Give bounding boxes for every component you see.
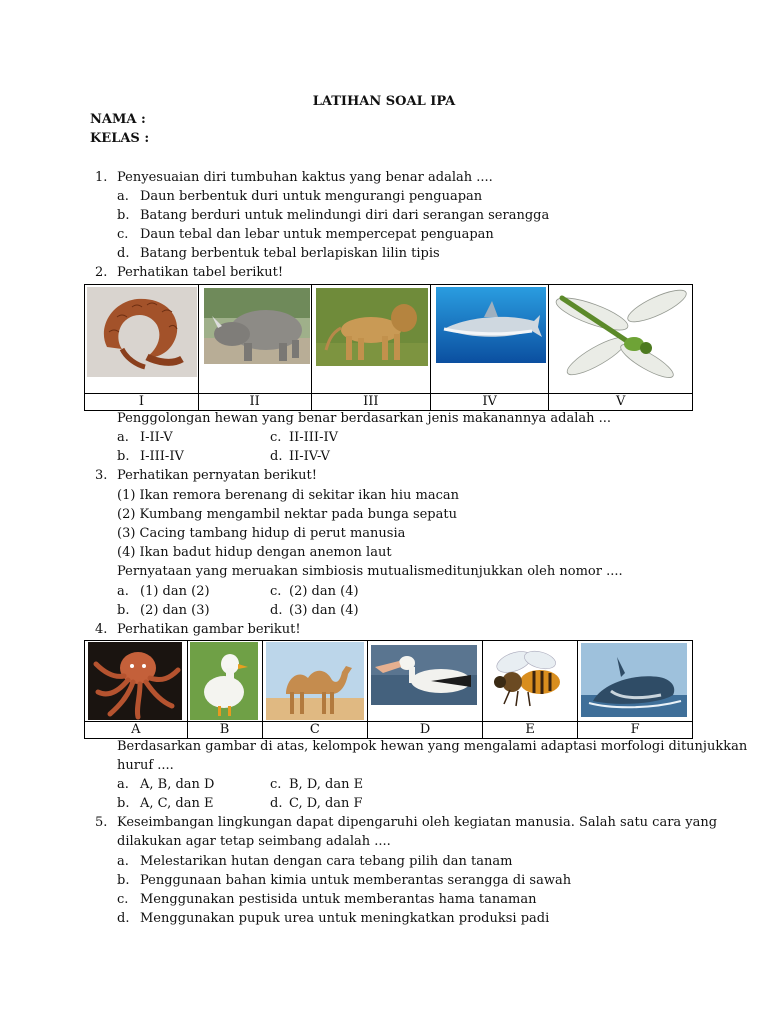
- option-label: b.: [117, 796, 130, 811]
- option-label: c.: [270, 777, 282, 792]
- option-text: (2) dan (4): [289, 584, 359, 599]
- option-text: C, D, dan F: [289, 796, 363, 811]
- table-label: F: [578, 722, 693, 739]
- option-text: A, B, dan D: [140, 777, 215, 792]
- option-text: Batang berbentuk tebal berlapiskan lilin tipis: [140, 246, 440, 261]
- option-text: Penggunaan bahan kimia untuk memberantas serangga di sawah: [140, 873, 572, 888]
- whale-photo: [581, 643, 687, 717]
- question-number: 3.: [95, 468, 108, 483]
- option-label: a.: [117, 777, 129, 792]
- bee-photo: [484, 644, 574, 714]
- nama-field: NAMA :: [90, 112, 146, 127]
- question-number: 5.: [95, 815, 108, 830]
- table-cell: [187, 641, 262, 722]
- table-cell: [198, 285, 311, 394]
- table-label: A: [85, 722, 188, 739]
- pangolin-photo: [87, 287, 197, 377]
- option-label: c.: [117, 227, 129, 242]
- table-cell: [578, 641, 693, 722]
- option-text: (2) dan (3): [140, 603, 210, 618]
- option-text: I-III-IV: [140, 449, 184, 464]
- shark-photo: [436, 287, 546, 363]
- animal-table-q2: [84, 284, 693, 411]
- table-label: V: [549, 394, 693, 411]
- pelican-photo: [371, 645, 477, 705]
- option-label: d.: [270, 796, 283, 811]
- question-text: Perhatikan tabel berikut!: [117, 265, 284, 280]
- question-text: Penyesuaian diri tumbuhan kaktus yang benar adalah ....: [117, 170, 493, 185]
- question-text: dilakukan agar tetap seimbang adalah ....: [117, 834, 391, 849]
- table-cell: [262, 641, 368, 722]
- duck-photo: [190, 642, 258, 720]
- page-title: LATIHAN SOAL IPA: [312, 94, 456, 109]
- table-label: E: [482, 722, 577, 739]
- option-label: d.: [270, 603, 283, 618]
- table-cell: [368, 641, 483, 722]
- table-cell: [482, 641, 577, 722]
- option-label: a.: [117, 189, 129, 204]
- option-text: II-IV-V: [289, 449, 330, 464]
- table-label: C: [262, 722, 368, 739]
- option-label: a.: [117, 430, 129, 445]
- table-cell: [85, 285, 199, 394]
- question-text: Pernyataan yang meruakan simbiosis mutualismeditunjukkan oleh nomor ....: [117, 564, 623, 579]
- dragonfly-photo: [552, 286, 690, 391]
- table-label: B: [187, 722, 262, 739]
- animal-table-q4: [84, 640, 693, 739]
- table-label: III: [311, 394, 430, 411]
- question-text: Perhatikan pernyatan berikut!: [117, 468, 317, 483]
- option-text: B, D, dan E: [289, 777, 364, 792]
- kelas-field: KELAS :: [90, 131, 150, 146]
- option-label: d.: [270, 449, 283, 464]
- option-label: b.: [117, 449, 130, 464]
- table-label: D: [368, 722, 483, 739]
- option-label: b.: [117, 603, 130, 618]
- lion-photo: [316, 288, 428, 366]
- question-text: Keseimbangan lingkungan dapat dipengaruhi oleh kegiatan manusia. Salah satu cara yang: [117, 815, 718, 830]
- table-cell: [311, 285, 430, 394]
- question-number: 2.: [95, 265, 108, 280]
- statement-item: (2) Kumbang mengambil nektar pada bunga sepatu: [117, 507, 457, 522]
- option-label: a.: [117, 584, 129, 599]
- option-label: c.: [117, 892, 129, 907]
- table-cell: [85, 641, 188, 722]
- statement-item: (4) Ikan badut hidup dengan anemon laut: [117, 545, 392, 560]
- option-text: I-II-V: [140, 430, 173, 445]
- option-label: a.: [117, 854, 129, 869]
- option-label: b.: [117, 208, 130, 223]
- question-text: Perhatikan gambar berikut!: [117, 622, 301, 637]
- question-number: 1.: [95, 170, 108, 185]
- option-text: Melestarikan hutan dengan cara tebang pilih dan tanam: [140, 854, 513, 869]
- option-text: II-III-IV: [289, 430, 338, 445]
- option-text: Menggunakan pupuk urea untuk meningkatkan produksi padi: [140, 911, 550, 926]
- camel-photo: [266, 642, 364, 720]
- option-text: (1) dan (2): [140, 584, 210, 599]
- option-label: c.: [270, 430, 282, 445]
- option-text: Menggunakan pestisida untuk memberantas hama tanaman: [140, 892, 537, 907]
- rhinoceros-photo: [204, 288, 310, 364]
- statement-item: (1) Ikan remora berenang di sekitar ikan hiu macan: [117, 488, 459, 503]
- option-text: A, C, dan E: [140, 796, 214, 811]
- table-label: I: [85, 394, 199, 411]
- option-text: (3) dan (4): [289, 603, 359, 618]
- question-number: 4.: [95, 622, 108, 637]
- option-label: c.: [270, 584, 282, 599]
- option-text: Daun tebal dan lebar untuk mempercepat penguapan: [140, 227, 494, 242]
- table-cell: [430, 285, 548, 394]
- option-text: Batang berduri untuk melindungi diri dari serangan serangga: [140, 208, 550, 223]
- table-label: IV: [430, 394, 548, 411]
- question-text: huruf ....: [117, 758, 174, 773]
- question-text: Berdasarkan gambar di atas, kelompok hewan yang mengalami adaptasi morfologi ditunjukkan: [117, 739, 748, 754]
- question-text: Penggolongan hewan yang benar berdasarkan jenis makanannya adalah ...: [117, 411, 612, 426]
- table-cell: [549, 285, 693, 394]
- option-text: Daun berbentuk duri untuk mengurangi penguapan: [140, 189, 483, 204]
- table-label: II: [198, 394, 311, 411]
- option-label: b.: [117, 873, 130, 888]
- statement-item: (3) Cacing tambang hidup di perut manusia: [117, 526, 406, 541]
- octopus-photo: [88, 642, 182, 720]
- option-label: d.: [117, 246, 130, 261]
- option-label: d.: [117, 911, 130, 926]
